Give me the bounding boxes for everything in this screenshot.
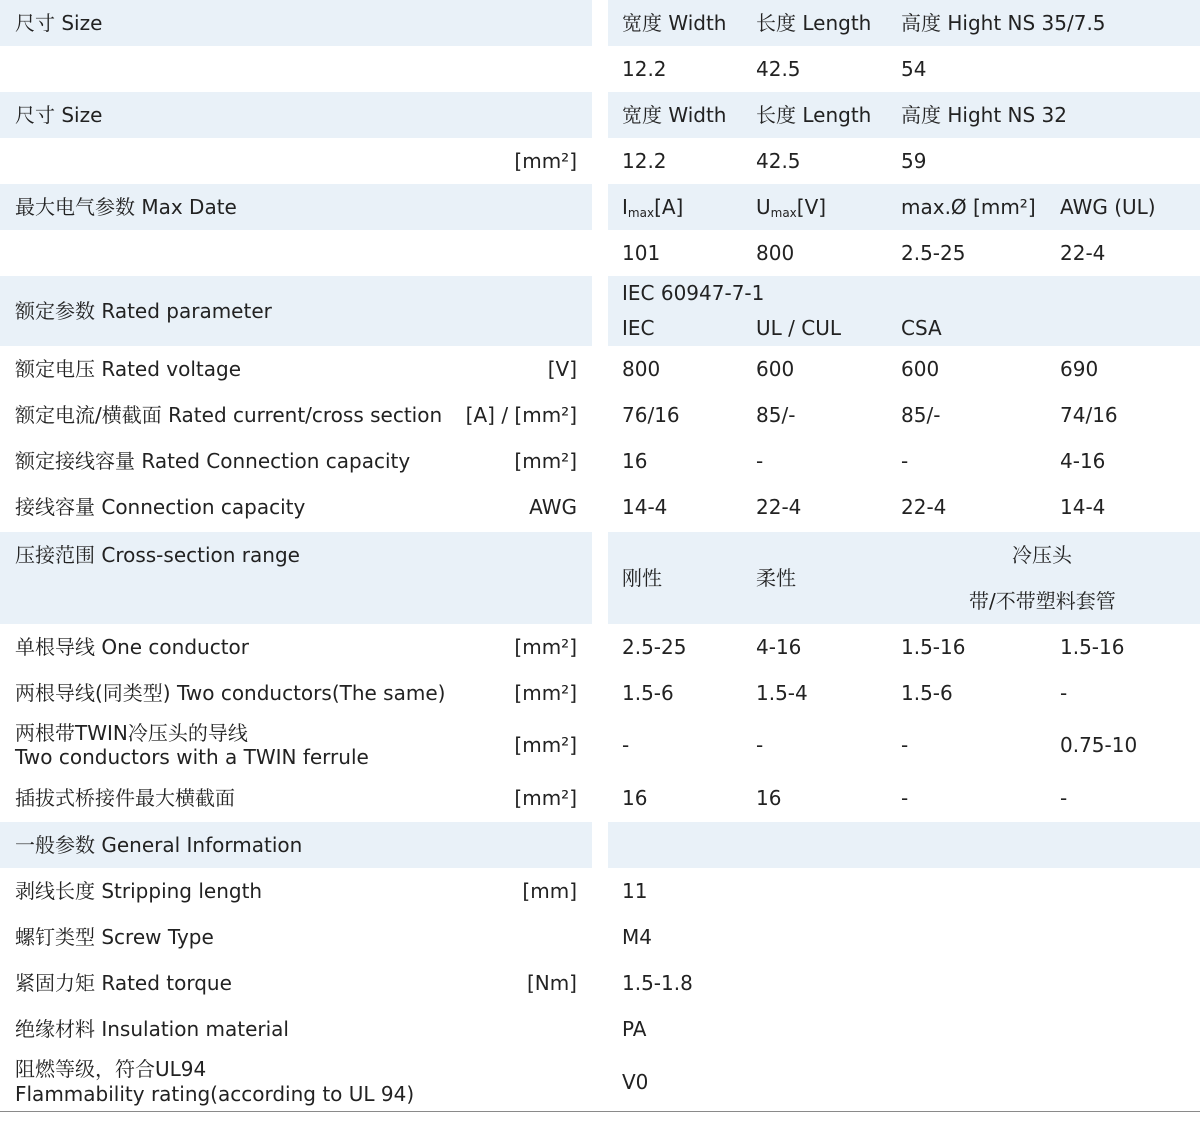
size-label: 尺寸 Size [15,103,103,127]
height-value: 59 [901,149,927,173]
cell-value: 85/- [756,403,796,427]
row-band-right [608,822,1200,868]
row-label: 接线容量 Connection capacity [15,495,306,519]
row-label: 额定接线容量 Rated Connection capacity [15,449,411,473]
iec-column-header: IEC [622,316,655,340]
cell-value: V0 [622,1070,649,1094]
rated-torque-row [0,960,1200,1006]
max-date-header-row [0,184,1200,230]
one-conductor-row [0,624,1200,670]
cell-value: - [1060,681,1068,705]
ul-column-header: UL / CUL [756,316,841,340]
standard-label: IEC 60947-7-1 [622,281,765,305]
cross-section-header-row [0,532,1200,624]
umax-header [756,195,826,219]
cell-value: - [901,786,909,810]
max-diameter-header: max.Ø [mm²] [901,195,1036,219]
imax-subscript: max [627,206,655,220]
unit-label: [Nm] [526,971,577,995]
cell-value: 1.5-6 [901,681,953,705]
unit-label: [mm²] [514,149,577,173]
cell-value: 14-4 [622,495,668,519]
unit-label: [mm] [522,879,577,903]
table-bottom-rule [0,1111,1200,1112]
cell-value: 600 [901,357,940,381]
cell-value: 16 [756,786,782,810]
awg-value: 22-4 [1060,241,1106,265]
row-label: 插拔式桥接件最大横截面 [15,786,235,810]
rated-connection-capacity-row [0,438,1200,484]
imax-symbol: I [622,195,628,219]
ferrule-subheader: 带/不带塑料套管 [969,589,1116,613]
imax-unit: [A] [654,195,684,219]
cell-value: 16 [622,449,648,473]
row-label: 额定电流/横截面 Rated current/cross section [15,403,443,427]
width-value: 12.2 [622,149,667,173]
size-ns32-header-row [0,92,1200,138]
cell-value: - [756,733,764,757]
bridge-cross-section-row [0,776,1200,822]
max-diameter-value: 2.5-25 [901,241,966,265]
size-label: 尺寸 Size [15,11,103,35]
imax-value: 101 [622,241,661,265]
umax-symbol: U [756,195,771,219]
height-header: 高度 Hight NS 32 [901,103,1067,127]
cell-value: 4-16 [756,635,802,659]
cell-value: - [1060,786,1068,810]
size-ns32-values-row [0,138,1200,184]
cell-value: 11 [622,879,648,903]
unit-label: [mm²] [514,681,577,705]
cell-value: 22-4 [756,495,802,519]
cell-value: 600 [756,357,795,381]
length-header: 长度 Length [756,103,872,127]
cell-value: 800 [622,357,661,381]
general-info-header-row [0,822,1200,868]
size-ns35-header-row [0,0,1200,46]
umax-value: 800 [756,241,795,265]
height-header: 高度 Hight NS 35/7.5 [901,11,1106,35]
flexible-header: 柔性 [756,566,796,590]
unit-label: [mm²] [514,786,577,810]
width-value: 12.2 [622,57,667,81]
stripping-length-row [0,868,1200,914]
rigid-header: 刚性 [622,566,662,590]
row-label: 紧固力矩 Rated torque [15,971,232,995]
row-label: 额定电压 Rated voltage [15,357,241,381]
cell-value: 0.75-10 [1060,733,1138,757]
row-label: 剥线长度 Stripping length [15,879,263,903]
row-label-english: Flammability rating(according to UL 94) [15,1082,415,1106]
unit-label: [A] / [mm²] [465,403,577,427]
unit-label: [mm²] [514,449,577,473]
cell-value: 2.5-25 [622,635,687,659]
cell-value: 1.5-16 [1060,635,1125,659]
cell-value: 1.5-16 [901,635,966,659]
length-value: 42.5 [756,57,801,81]
imax-header [622,195,683,219]
cell-value: 1.5-1.8 [622,971,693,995]
cell-value: - [901,449,909,473]
cell-value: 4-16 [1060,449,1106,473]
unit-label: [mm²] [514,635,577,659]
rated-parameter-header-row [0,276,1200,346]
cell-value: 85/- [901,403,941,427]
cell-value: - [901,733,909,757]
flammability-row [0,1052,1200,1110]
cell-value: PA [622,1017,647,1041]
connection-capacity-row [0,484,1200,530]
twin-ferrule-row [0,716,1200,776]
two-conductors-row [0,670,1200,716]
rated-voltage-row [0,346,1200,392]
max-date-values-row [0,230,1200,276]
row-label: 绝缘材料 Insulation material [15,1017,289,1041]
cell-value: 690 [1060,357,1099,381]
max-date-label: 最大电气参数 Max Date [15,195,237,219]
cell-value: 76/16 [622,403,680,427]
cell-value: 74/16 [1060,403,1118,427]
insulation-material-row [0,1006,1200,1052]
cell-value: 1.5-4 [756,681,808,705]
umax-subscript: max [770,206,797,220]
row-label: 两根导线(同类型) Two conductors(The same) [15,681,446,705]
row-label: 螺钉类型 Screw Type [15,925,214,949]
cell-value: 14-4 [1060,495,1106,519]
length-header: 长度 Length [756,11,872,35]
row-label-english: Two conductors with a TWIN ferrule [15,745,369,769]
general-info-label: 一般参数 General Information [15,833,303,857]
width-header: 宽度 Width [622,103,727,127]
rated-current-row [0,392,1200,438]
rated-parameter-label: 额定参数 Rated parameter [15,299,272,323]
cell-value: - [756,449,764,473]
row-label: 阻燃等级，符合UL94 [15,1057,207,1081]
row-label: 两根带TWIN冷压头的导线 [15,721,248,745]
unit-label: [mm²] [514,733,577,757]
cell-value: 22-4 [901,495,947,519]
cell-value: 16 [622,786,648,810]
unit-label: [V] [547,357,577,381]
cell-value: - [622,733,630,757]
width-header: 宽度 Width [622,11,727,35]
cell-value: 1.5-6 [622,681,674,705]
cell-value: M4 [622,925,652,949]
csa-column-header: CSA [901,316,942,340]
length-value: 42.5 [756,149,801,173]
umax-unit: [V] [796,195,827,219]
height-value: 54 [901,57,927,81]
cross-section-label: 压接范围 Cross-section range [15,543,300,567]
ferrule-header: 冷压头 [1012,543,1072,567]
awg-header: AWG (UL) [1060,195,1156,219]
row-label: 单根导线 One conductor [15,635,250,659]
unit-label: AWG [529,495,577,519]
screw-type-row [0,914,1200,960]
size-ns35-values-row [0,46,1200,92]
